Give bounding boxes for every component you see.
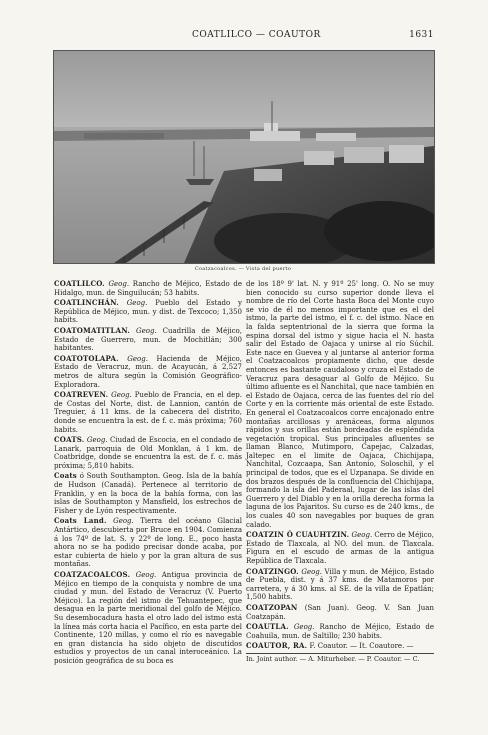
entry-coautor: COAUTOR, RA. F. Coautor. — It. Coautore. — [246,641,414,651]
page-number: 1631 [409,30,434,40]
entry-coatreven: COATREVEN. Geog. Pueblo de Francia, en el dep. de Costas del Norte, dist. de Lannion, cantón de Treguier, á 11 kms. de la cabecera del distrito, donde se encuentra la est. de f. c. más próxima; 760 habits. [54,390,242,434]
entry-coatomatitlan: COATOMATITLAN. Geog. Cuadrilla de Méjico, Estado de Guerrero, mun. de Mochitlán; 300 habitantes. [54,325,242,353]
right-column [246,280,434,666]
harbor-photo-illustration [54,51,434,263]
entry-coatzin: COATZIN Ó CUAUHTZIN. Geog. Cerro de Méjico, Estado de Tlaxcala, al NO. del mun. de Tlaxcala. Figura en el escudo de armas de la antigua República de Tlaxcala. [246,530,434,565]
entry-coatzacoalcos-continued: de los 18º 9' lat. N. y 91º 25' long. O. No se muy bien conocido su curso superior donde lleva el nombre de río del Corte hasta Boca del Monte cuyo se vio de él no menos importante que es el del istmo, la parte del istmo, el f. c. del istmo. Nace en la falda septentrional de la sierra que forma la espina dorsal del istmo y sigue hacia el N. hasta salir del Estado de Oajaca y unirse al río Súchil. Este nace en Guevea y al juntarse al anterior forma el Coatzacoalcos propiamente dicho, que desde entonces es bastante caudaloso y cruza el Estado de Veracruz para desaguar al Golfo de Méjico. Su último afluente es el Nanchital, que nace también en el Estado de Oajaca, cerca de las fuentes del río del Corte y en la corriente más oriental de este Estado. En general el Coatzacoalcos corre encajonado entre montañas arcillosas y arenáceas, forma algunos rápidos y sus orillas están bordeadas de espléndida vegetación tropical. Sus principales afluentes se llaman Blanco, Mutimporo, Capejac, Calzadas, Jaltepec en el limite de Oajaca, Chichijapa, Nanchital, Cozcaapa, San Antonio, Soloschil, y el principal de todos, que es el Uzpanapa. Se divide en dos brazos después de la confluencia del Chichijapa, formando la isla del Paderaal, lugar de las islas del Guerrero y del Diablo y en la orilla derecha forma la laguna de los Pajaritos. Su curso es de 240 kms., de los cuales 40 son navegables por buques de gran calado. [246,280,434,529]
left-column [54,280,242,668]
entry-coatlilco: COATLILCO. Geog. Rancho de Méjico, Estado de Hidalgo, mun. de Singuilucán; 53 habits. [54,279,242,297]
entry-coautor-translations: In. Joint author. — A. Miturheber. — P. Coautor. — C. [246,653,434,664]
page-header [52,30,434,44]
entry-coatzingo: COATZINGO. Geog. Villa y mun. de Méjico, Estado de Puebla, dist. y á 37 kms. de Matamoros por carretera, y á 30 kms. al SE. de la villa de Epatlán; 1,500 habits. [246,566,434,602]
photo-caption: Coatzacoalcos. — Vista del puerto [194,266,292,272]
entry-coatzacoalcos: COATZACOALCOS. Geog. Antigua provincia de Méjico en tiempo de la conquista y nombre de una ciudad y mun. del Estado de Veracruz (V. Puerto Méjico). La región del istmo de Tehuantepec, que desagua en la parte meridional del golfo de Méjico. Su desembocadura hasta el otro lado del istmo está la línea más corta hacia el Pacífico, en esta parte del Continente, 120 millas, y como el río es navegable en gran distancia ha sido objeto de discutidos estudios y proyectos de un canal interoceánico. La posición geográfica de su boca es [54,570,242,665]
entry-coautla: COAUTLA. Geog. Rancho de Méjico, Estado de Coahuila, mun. de Saltillo; 230 habits. [246,622,434,640]
entry-coatotolapa: COATOTOLAPA. Geog. Hacienda de Méjico, Estado de Veracruz, mun. de Acayucán, á 2,527 metros de altura según la Comisión Geográfico-Exploradora. [54,353,242,389]
entry-coats-land: Coats Land. Geog. Tierra del océano Glacial Antártico, descubierta por Bruce en 1904. Comienza á los 74º de lat. S. y 22º de long. E., poco hasta ahora no se ha podido precisar donde acaba, por estar cubierta de hielo y por la gran altura de sus montañas. [54,516,242,569]
entry-coatlinchan: COATLINCHÁN. Geog. Pueblo del Estado y República de Méjico, mun. y dist. de Texcoco; 1,350 habits. [54,298,242,325]
entry-coatzopan: COATZOPAN (San Juan). Geog. V. San Juan Coatzapán. [246,602,434,621]
entry-coats: COATS. Geog. Ciudad de Escocia, en el condado de Lanark, parroquia de Old Monklan, á 1 km. de Coatbridge, donde se encuentra la est. de f. c. más próxima; 5,810 habits. [54,435,242,470]
running-title: COATLILCO — COAUTOR [192,30,321,40]
harbor-photograph [53,50,435,264]
entry-coats-south-southampton: Coats ó South Southampton. Geog. Isla de la bahía de Hudson (Canadá). Pertenece al territorio de Franklin, y en la boca de la bahía forma, con las islas de Southampton y Mansfield, los estrechos de Fisher y de Lyón respectivamente. [54,471,242,515]
